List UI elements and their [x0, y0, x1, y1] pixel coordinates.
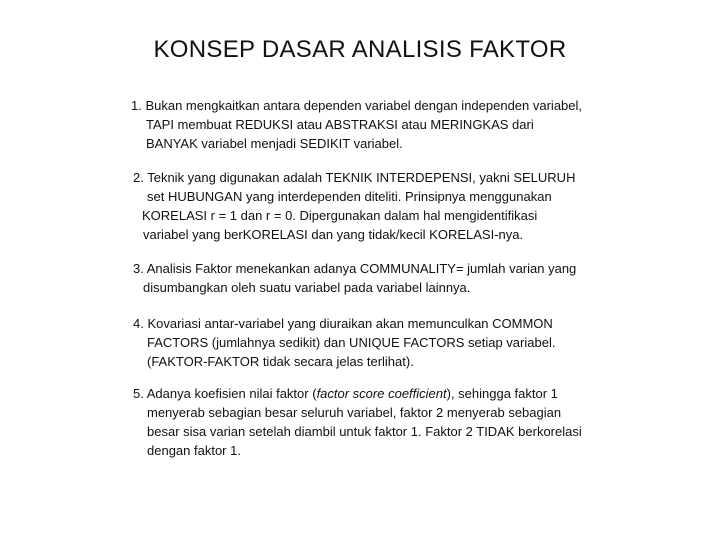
point-2 [133, 168, 575, 244]
point-4-line-1: 4. Kovariasi antar-variabel yang diuraikan akan memunculkan COMMON [133, 316, 553, 331]
point-2-line-4: variabel yang berKORELASI dan yang tidak/kecil KORELASI-nya. [143, 227, 524, 242]
point-5-line-2: menyerab sebagian besar seluruh variabel, faktor 2 menyerab sebagian [147, 405, 562, 420]
point-4-line-2: FACTORS (jumlahnya sedikit) dan UNIQUE FACTORS setiap variabel. [147, 335, 556, 350]
slide-title: KONSEP DASAR ANALISIS FAKTOR [153, 36, 567, 63]
point-1 [131, 96, 582, 153]
point-5-line-1-after: ), sehingga faktor 1 [446, 386, 558, 401]
point-2-line-1: 2. Teknik yang digunakan adalah TEKNIK INTERDEPENSI, yakni SELURUH [133, 170, 576, 185]
point-5 [133, 384, 582, 460]
point-5-line-1-before: 5. Adanya koefisien nilai faktor ( [133, 386, 317, 401]
point-1-line-3: BANYAK variabel menjadi SEDIKIT variabel. [146, 136, 403, 151]
point-4-line-3: (FAKTOR-FAKTOR tidak secara jelas terlihat). [147, 354, 414, 369]
point-1-line-1: 1. Bukan mengkaitkan antara dependen variabel dengan independen variabel, [131, 98, 583, 113]
point-3-line-1: 3. Analisis Faktor menekankan adanya COMMUNALITY= jumlah varian yang [133, 261, 577, 276]
point-2-line-2: set HUBUNGAN yang interdependen diteliti. Prinsipnya menggunakan [147, 189, 552, 204]
point-2-line-3: KORELASI r = 1 dan r = 0. Dipergunakan dalam hal mengidentifikasi [142, 208, 538, 223]
point-3-line-2: disumbangkan oleh suatu variabel pada variabel lainnya. [143, 280, 471, 295]
point-5-line-4: dengan faktor 1. [147, 443, 241, 458]
point-4 [133, 314, 555, 371]
point-5-line-3: besar sisa varian setelah diambil untuk faktor 1. Faktor 2 TIDAK berkorelasi [147, 424, 582, 439]
point-5-italic-term: factor score coefficient [316, 386, 447, 401]
point-3 [133, 259, 576, 297]
point-1-line-2: TAPI membuat REDUKSI atau ABSTRAKSI atau MERINGKAS dari [146, 117, 534, 132]
point-5-line-1 [133, 384, 582, 403]
